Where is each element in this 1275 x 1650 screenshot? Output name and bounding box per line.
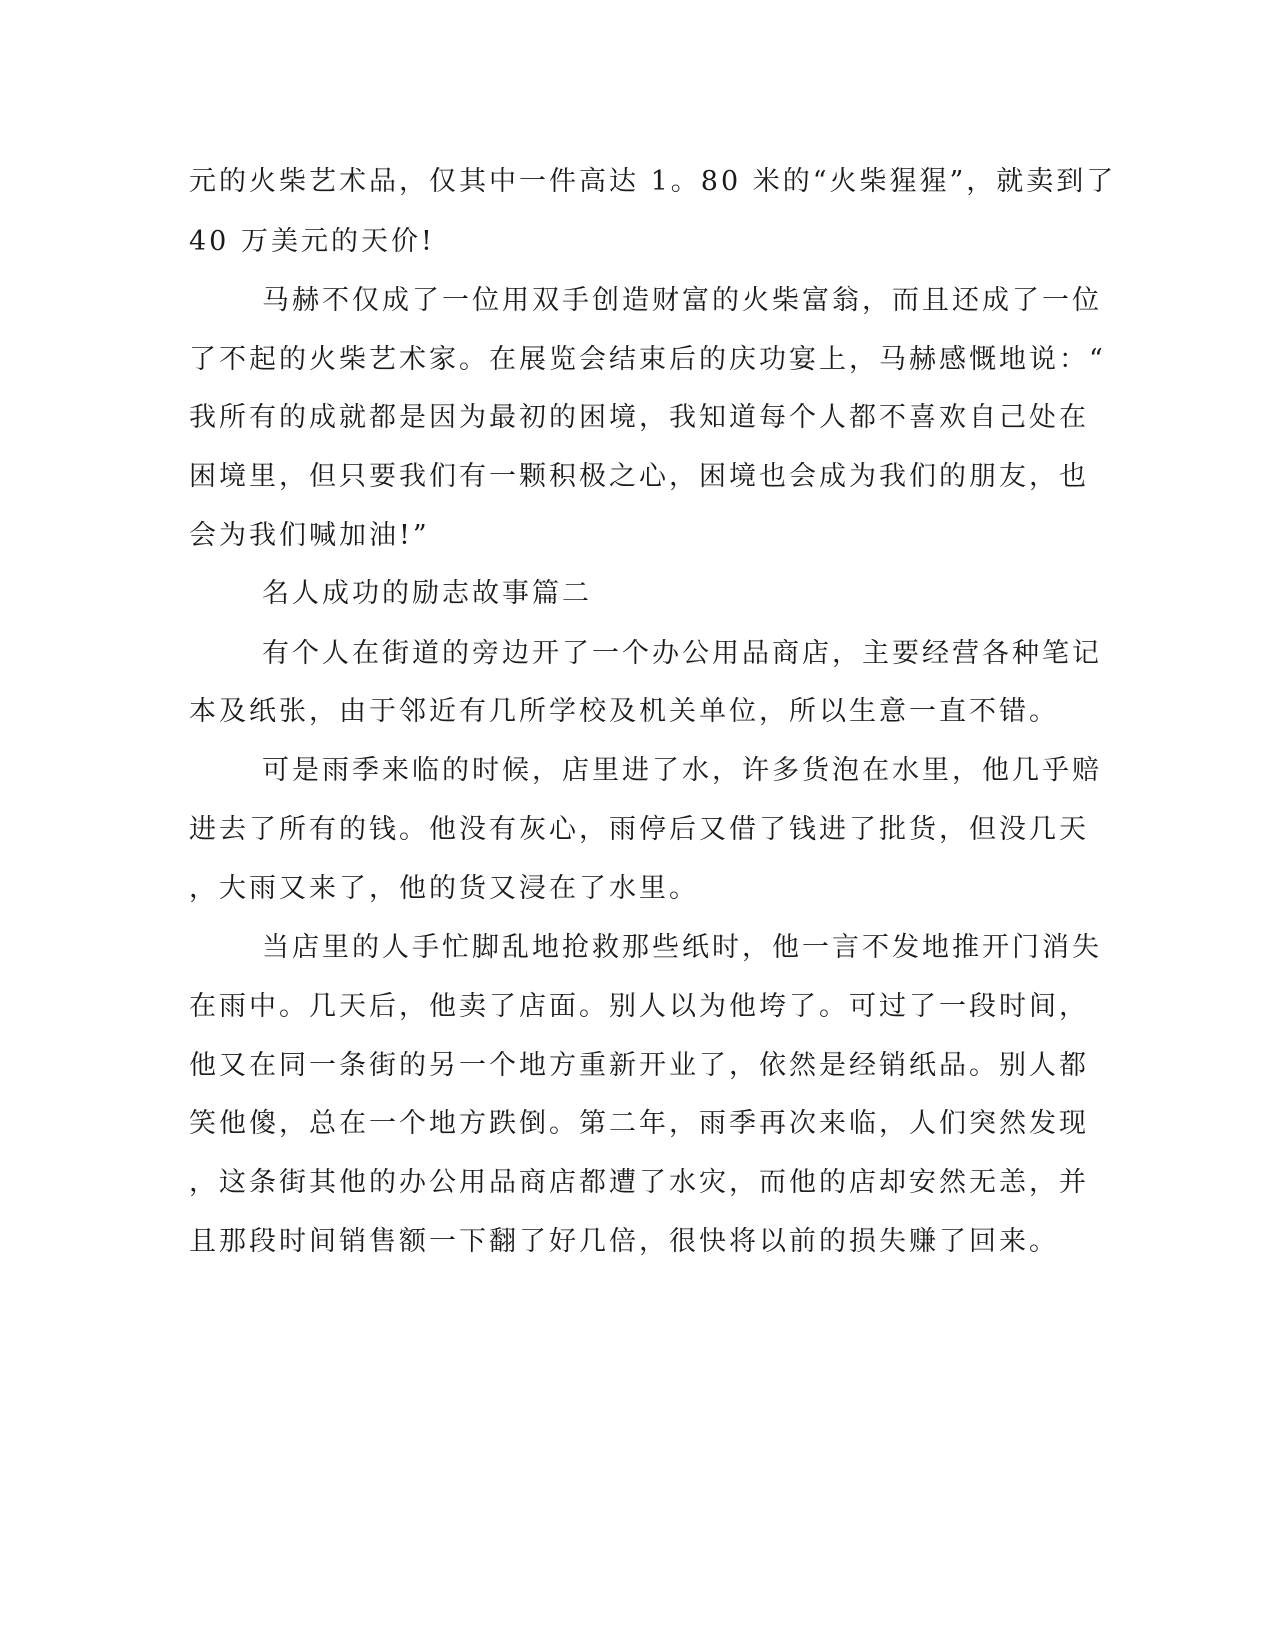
text-line: 元的火柴艺术品，仅其中一件高达 1。80 米的“火柴猩猩”，就卖到了 (189, 166, 1117, 197)
text-line: 笑他傻，总在一个地方跌倒。第二年，雨季再次来临，人们突然发现 (189, 1108, 1089, 1139)
paragraph-first-line: 马赫不仅成了一位用双手创造财富的火柴富翁，而且还成了一位 (262, 285, 1102, 316)
text-line: 40 万美元的天价! (189, 226, 435, 257)
paragraph-first-line: 有个人在街道的旁边开了一个办公用品商店，主要经营各种笔记 (262, 638, 1102, 669)
text-line: 在雨中。几天后，他卖了店面。别人以为他垮了。可过了一段时间， (189, 991, 1089, 1022)
paragraph-first-line: 可是雨季来临的时候，店里进了水，许多货泡在水里，他几乎赔 (262, 755, 1102, 786)
text-line: ，大雨又来了，他的货又浸在了水里。 (189, 873, 699, 904)
paragraph-first-line: 当店里的人手忙脚乱地抢救那些纸时，他一言不发地推开门消失 (262, 932, 1102, 963)
text-line: 本及纸张，由于邻近有几所学校及机关单位，所以生意一直不错。 (189, 696, 1059, 727)
text-line: 了不起的火柴艺术家。在展览会结束后的庆功宴上，马赫感慨地说：“ (189, 344, 1106, 375)
section-heading: 名人成功的励志故事篇二 (262, 578, 592, 609)
text-line: 进去了所有的钱。他没有灰心，雨停后又借了钱进了批货，但没几天 (189, 814, 1089, 845)
text-line: 且那段时间销售额一下翻了好几倍，很快将以前的损失赚了回来。 (189, 1226, 1059, 1257)
text-line: 会为我们喊加油!” (189, 520, 430, 551)
text-line: 他又在同一条街的另一个地方重新开业了，依然是经销纸品。别人都 (189, 1050, 1089, 1081)
text-line: ，这条街其他的办公用品商店都遭了水灾，而他的店却安然无恙，并 (189, 1167, 1089, 1198)
text-line: 困境里，但只要我们有一颗积极之心，困境也会成为我们的朋友，也 (189, 461, 1089, 492)
text-line: 我所有的成就都是因为最初的困境，我知道每个人都不喜欢自己处在 (189, 402, 1089, 433)
